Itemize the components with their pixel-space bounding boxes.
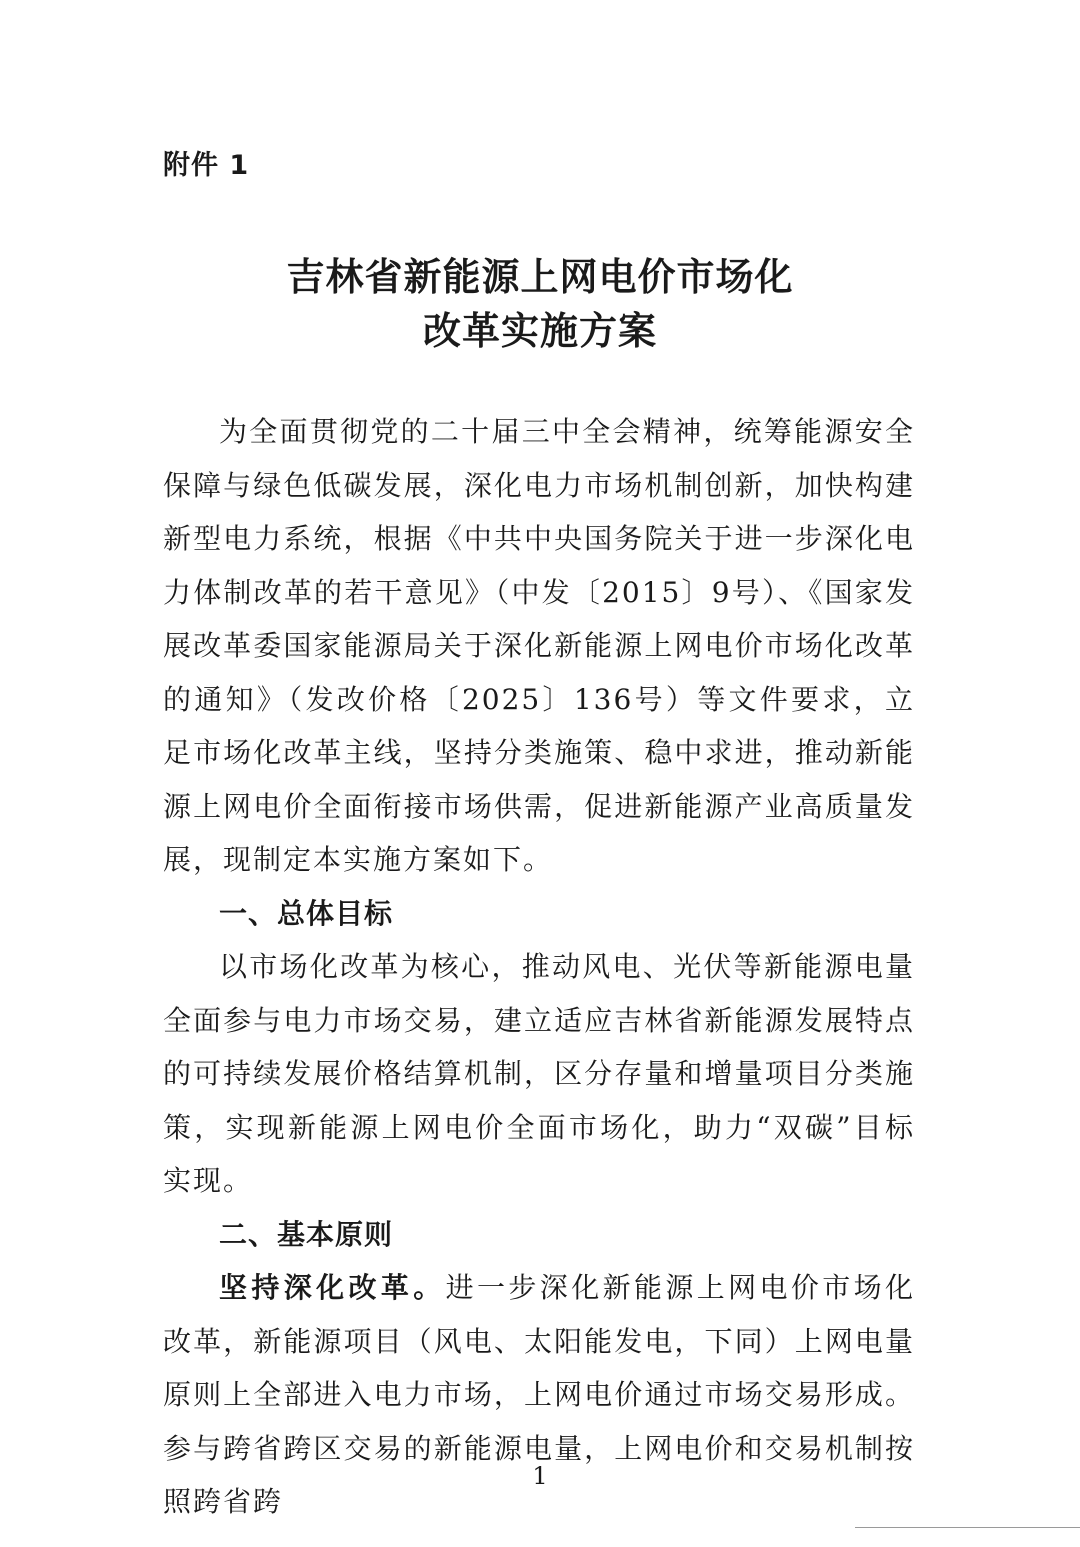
section-heading-overall-goal: 一、总体目标 [219,896,394,930]
document-title-line-2: 改革实施方案 [422,308,657,353]
overall-goal-paragraph: 以市场化改革为核心，推动风电、光伏等新能源电量全面参与电力市场交易，建立适应吉林省新能源发展特点的可持续发展价格结算机制，区分存量和增量项目分类施策，实现新能源上网电价全面市场化，助力“双碳”目标实现。 [163,950,915,1197]
attachment-label: 附件 1 [163,150,250,181]
footer-divider [855,1527,1080,1528]
principle-body: 进一步深化新能源上网电价市场化改革，新能源项目（风电、太阳能发电，下同）上网电量原则上全部进入电力市场，上网电价通过市场交易形成。参与跨省跨区交易的新能源电量，上网电价和交易机制按照跨省跨 [163,1271,915,1518]
section-heading-basic-principles: 二、基本原则 [219,1217,394,1251]
document-body [163,405,915,1529]
intro-paragraph: 为全面贯彻党的二十届三中全会精神，统筹能源安全保障与绿色低碳发展，深化电力市场机制创新，加快构建新型电力系统，根据《中共中央国务院关于进一步深化电力体制改革的若干意见》（中发〔2015〕9号）、《国家发展改革委国家能源局关于深化新能源上网电价市场化改革的通知》（发改价格〔2025〕136号）等文件要求，立足市场化改革主线，坚持分类施策、稳中求进，推动新能源上网电价全面衔接市场供需，促进新能源产业高质量发展，现制定本实施方案如下。 [163,415,915,876]
principle-lead: 坚持深化改革。 [219,1271,446,1304]
page-number: 1 [532,1462,548,1490]
document-title-line-1: 吉林省新能源上网电价市场化 [286,254,794,299]
